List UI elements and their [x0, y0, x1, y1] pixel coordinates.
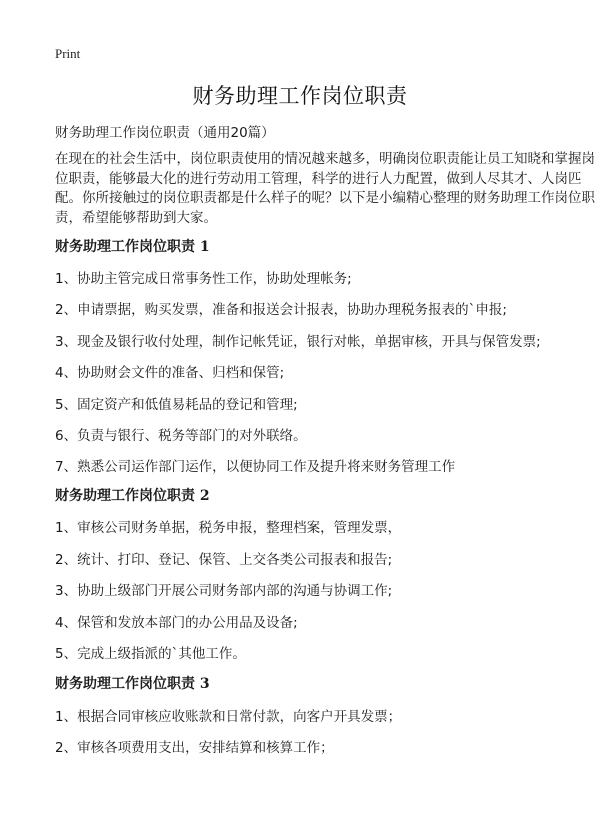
section-heading-1: 财务助理工作岗位职责 1 — [55, 239, 210, 255]
list-item: 1、根据合同审核应收账款和日常付款，向客户开具发票； — [55, 709, 402, 725]
list-item: 2、统计、打印、登记、保管、上交各类公司报表和报告; — [55, 552, 393, 568]
subtitle: 财务助理工作岗位职责（通用20篇） — [55, 125, 275, 141]
list-item: 6、负责与银行、税务等部门的对外联络。 — [55, 428, 307, 444]
list-item: 4、协助财会文件的准备、归档和保管; — [55, 365, 285, 381]
list-item: 3、协助上级部门开展公司财务部内部的沟通与协调工作; — [55, 583, 393, 599]
list-item: 4、保管和发放本部门的办公用品及设备; — [55, 615, 298, 631]
page-title: 财务助理工作岗位职责 — [192, 84, 408, 108]
print-link[interactable]: Print — [55, 46, 81, 61]
list-item: 2、申请票据，购买发票，准备和报送会计报表，协助办理税务报表的`申报; — [55, 302, 507, 318]
list-item: 1、审核公司财务单据，税务申报，整理档案，管理发票， — [55, 520, 402, 536]
list-item: 7、熟悉公司运作部门运作，以便协同工作及提升将来财务管理工作 — [55, 459, 456, 475]
section-heading-3: 财务助理工作岗位职责 3 — [55, 676, 210, 692]
list-item: 3、现金及银行收付处理，制作记帐凭证，银行对帐，单据审核，开具与保管发票; — [55, 334, 541, 350]
list-item: 1、协助主管完成日常事务性工作，协助处理帐务; — [55, 271, 352, 287]
section-heading-2: 财务助理工作岗位职责 2 — [55, 488, 210, 504]
list-item: 5、完成上级指派的`其他工作。 — [55, 646, 246, 662]
list-item: 5、固定资产和低值易耗品的登记和管理; — [55, 397, 298, 413]
list-item: 2、审核各项费用支出，安排结算和核算工作； — [55, 740, 334, 756]
intro-paragraph: 在现在的社会生活中，岗位职责使用的情况越来越多，明确岗位职责能让员工知晓和掌握岗位职责，能够最大化的进行劳动用工管理，科学的进行人力配置，做到人尽其才、人岗匹配。你所接触过的岗位职责都是什么样子的呢？以下是小编精心整理的财务助理工作岗位职责，希望能够帮助到大家。 — [55, 151, 595, 226]
